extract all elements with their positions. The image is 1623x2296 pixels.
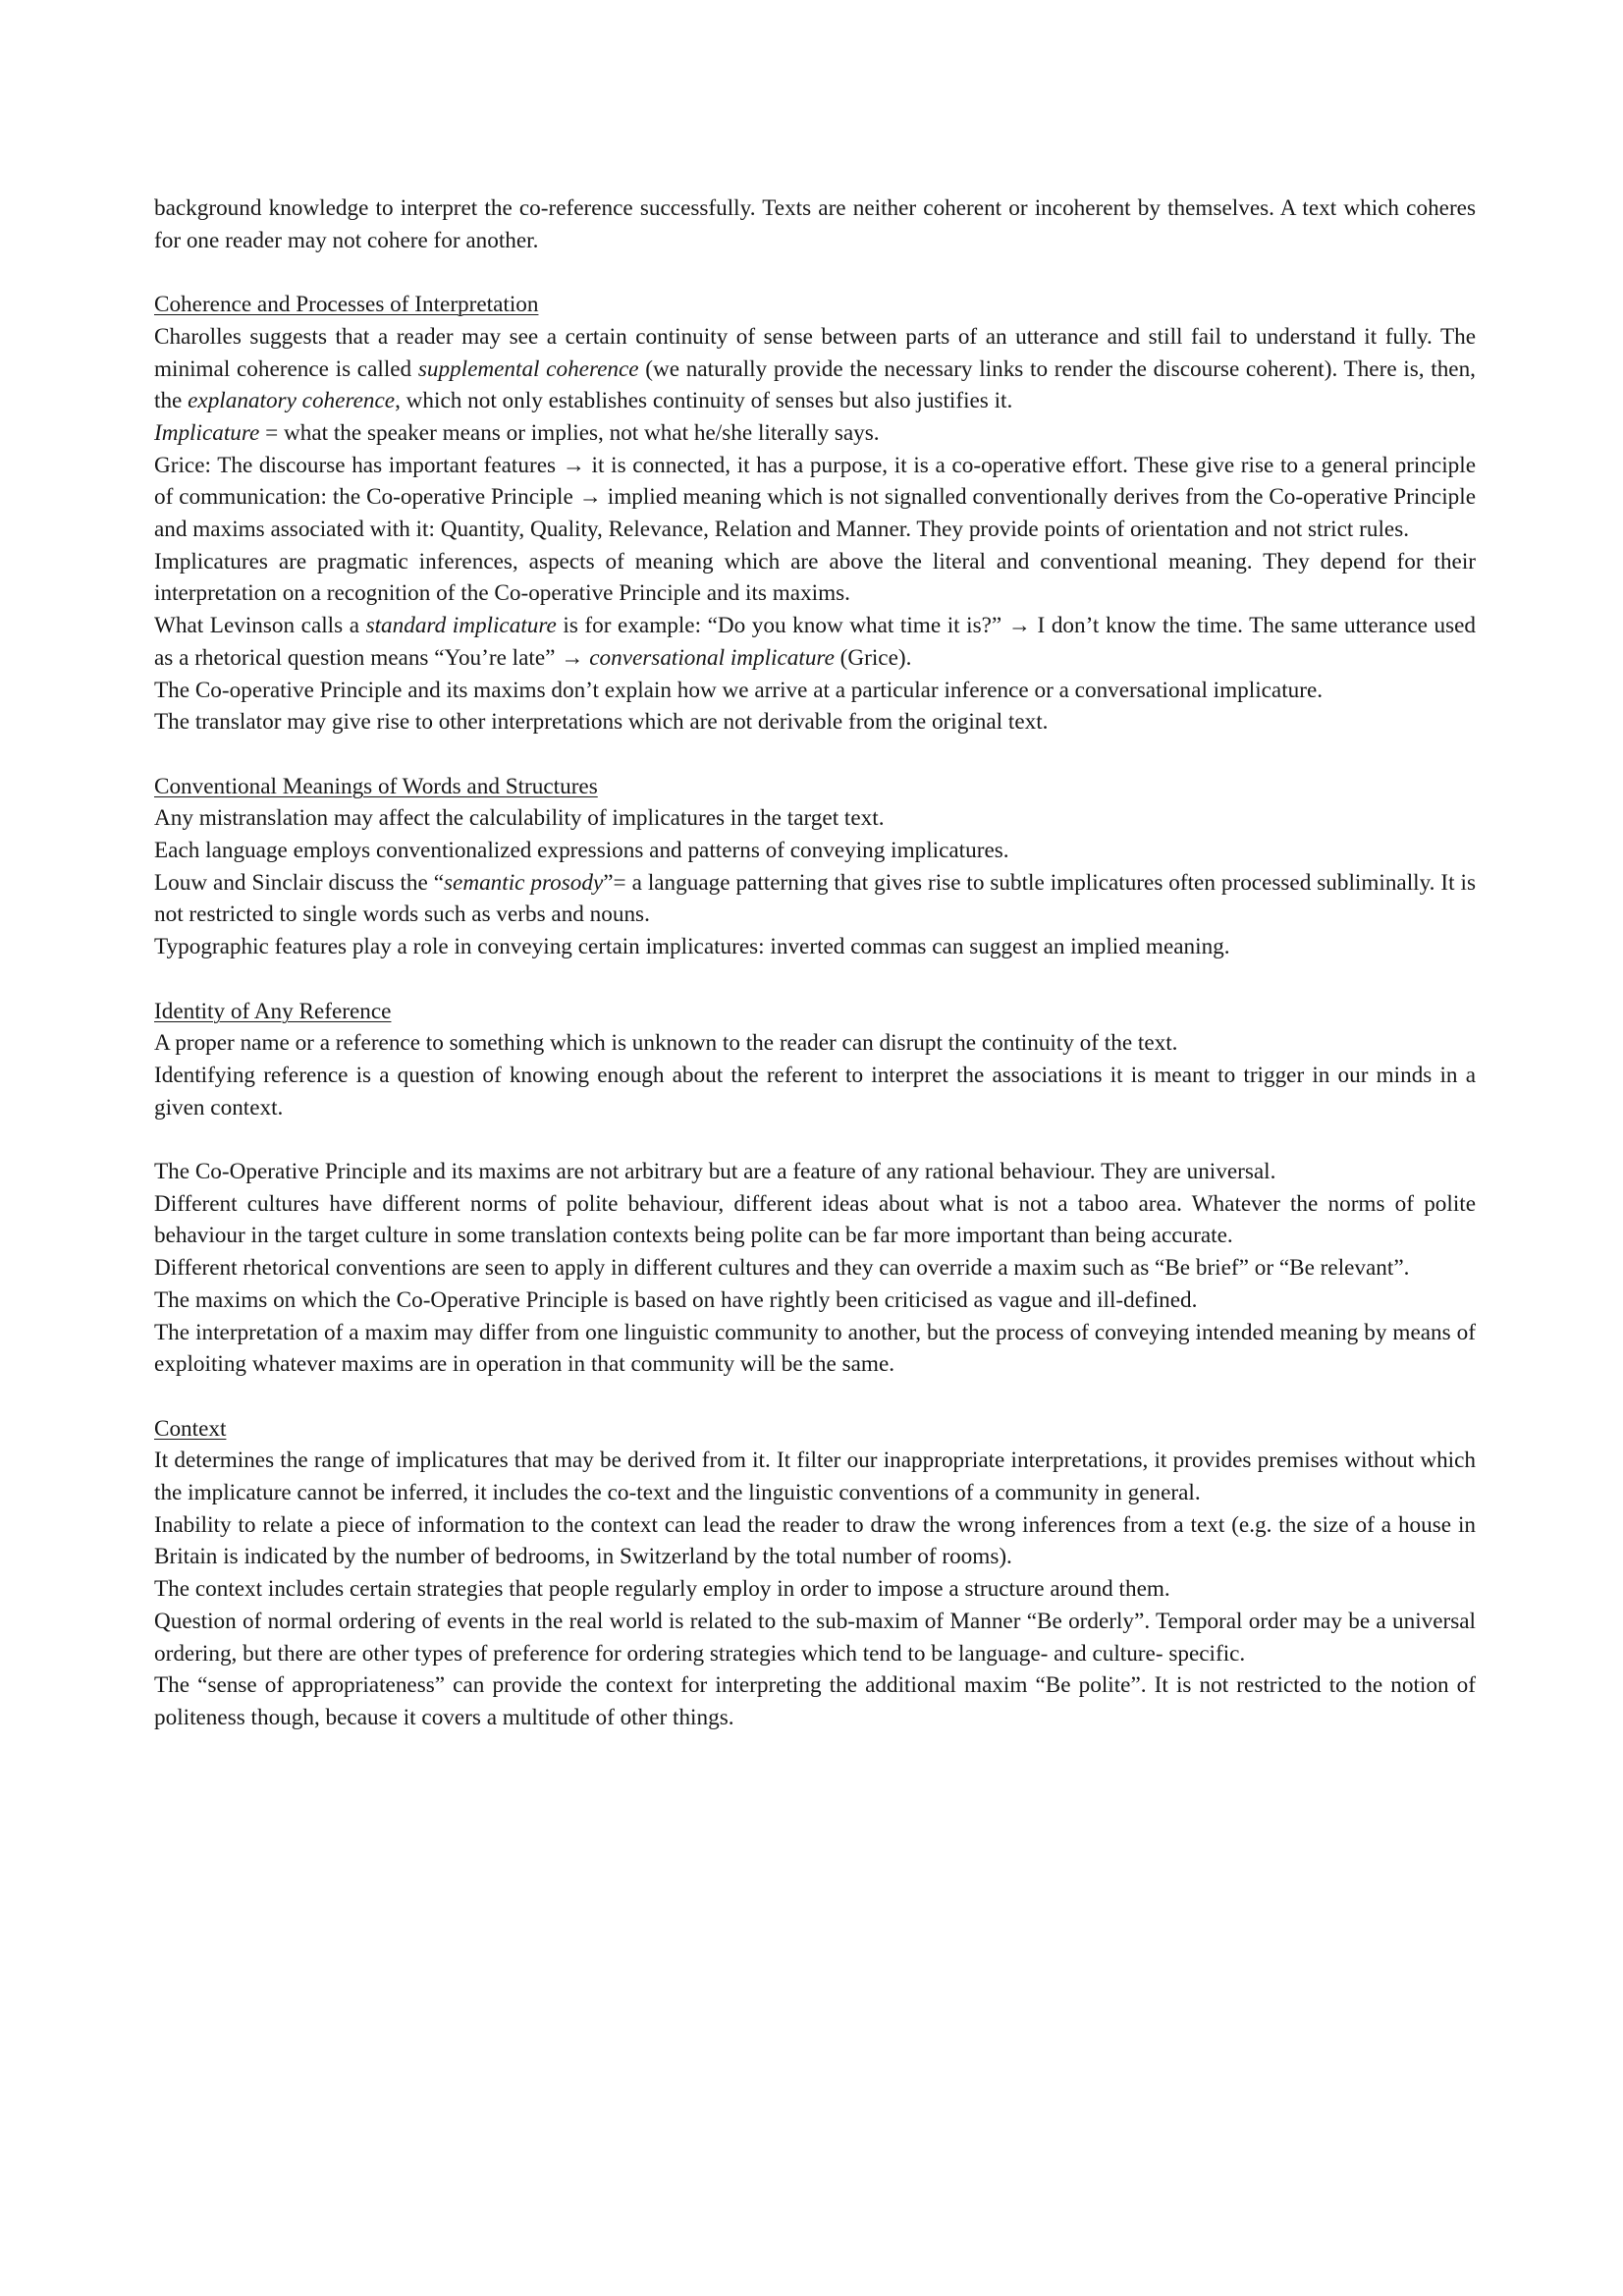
paragraph: Question of normal ordering of events in the real world is related to the sub-maxim of Manner “Be orderly”. Temporal order may be a universal ordering, but there are other types of preference for ordering strategies which tend to be language- and culture- specific.: [154, 1608, 1476, 1667]
intro-paragraph: background knowledge to interpret the co-reference successfully. Texts are neither coherent or incoherent by themselves. A text which coheres for one reader may not cohere for another.: [154, 195, 1476, 253]
term-emphasis: Implicature: [154, 419, 260, 446]
paragraph: Different rhetorical conventions are seen to apply in different cultures and they can override a maxim such as “Be brief” or “Be relevant”.: [154, 1255, 1410, 1282]
paragraph: The Co-operative Principle and its maxims don’t explain how we arrive at a particular inference or a conversational implicature.: [154, 677, 1324, 703]
section-heading: Identity of Any Reference: [154, 998, 392, 1024]
text-run: (Grice).: [834, 644, 912, 671]
text-run: is for example: “Do you know what time it is?” → I don’t know the time. The same utterance used as a rhetorical question means “You’re late” →: [154, 613, 1476, 671]
text-run: = what the speaker means or implies, not what he/she literally says.: [259, 419, 880, 446]
term-emphasis: explanatory coherence: [188, 388, 396, 414]
paragraph: The maxims on which the Co-Operative Principle is based on have rightly been criticised as vague and ill-defined.: [154, 1286, 1198, 1313]
text-run: ”= a language patterning that gives rise to subtle implicatures often processed subliminally. It is not restricted to single words such as verbs and nouns.: [154, 869, 1476, 928]
text-run: What Levinson calls a: [154, 613, 366, 639]
paragraph: Each language employs conventionalized expressions and patterns of conveying implicatures.: [154, 838, 1009, 864]
paragraph: Identifying reference is a question of knowing enough about the referent to interpret the associations it is meant to trigger in our minds in a given context.: [154, 1062, 1476, 1121]
paragraph: [154, 417, 1476, 450]
section-cooperative-principle: [154, 1156, 1476, 1381]
paragraph: Grice: The discourse has important features → it is connected, it has a purpose, it is a co-operative effort. These give rise to a general principle of communication: the Co-operative Principle → implied meaning which is not signalled conventionally derives from the Co-operative Principle and maxims associated with it: Quantity, Quality, Relevance, Relation and Manner. They provide points of orientation and not strict rules.: [154, 452, 1476, 543]
paragraph: The “sense of appropriateness” can provide the context for interpreting the additional maxim “Be polite”. It is not restricted to the notion of politeness though, because it covers a multitude of other things.: [154, 1672, 1476, 1730]
paragraph: Any mistranslation may affect the calculability of implicatures in the target text.: [154, 805, 885, 832]
paragraph: [154, 321, 1476, 417]
term-emphasis: semantic prosody: [444, 869, 604, 896]
text-run: Louw and Sinclair discuss the “: [154, 869, 445, 896]
term-emphasis: conversational implicature: [589, 644, 835, 671]
paragraph: The interpretation of a maxim may differ from one linguistic community to another, but the process of conveying intended meaning by means of exploiting whatever maxims are in operation in that community will be the same.: [154, 1319, 1476, 1378]
section-conventional-meanings: [154, 771, 1476, 963]
paragraph: Implicatures are pragmatic inferences, aspects of meaning which are above the literal and conventional meaning. They depend for their interpretation on a recognition of the Co-operative Principle and its maxims.: [154, 548, 1476, 607]
text-run: , which not only establishes continuity of senses but also justifies it.: [395, 388, 1013, 414]
paragraph: The Co-Operative Principle and its maxims are not arbitrary but are a feature of any rational behaviour. They are universal.: [154, 1159, 1276, 1185]
paragraph: [154, 867, 1476, 931]
section-identity-of-reference: [154, 996, 1476, 1124]
section-heading: Conventional Meanings of Words and Structures: [154, 773, 598, 799]
text-run: (we naturally provide the necessary links to render the discourse coherent). There is, then, the: [154, 355, 1476, 414]
term-emphasis: standard implicature: [365, 613, 557, 639]
paragraph: Different cultures have different norms of polite behaviour, different ideas about what is not a taboo area. Whatever the norms of polite behaviour in the target culture in some translation contexts being polite can be far more important than being accurate.: [154, 1190, 1476, 1249]
section-heading: Context: [154, 1415, 227, 1442]
section-heading: Coherence and Processes of Interpretation: [154, 292, 539, 318]
paragraph: Inability to relate a piece of information to the context can lead the reader to draw the wrong inferences from a text (e.g. the size of a house in Britain is indicated by the number of bedrooms, in Switzerland by the total number of rooms).: [154, 1511, 1476, 1570]
document-page: [154, 192, 1476, 1734]
paragraph: The context includes certain strategies that people regularly employ in order to impose a structure around them.: [154, 1576, 1170, 1603]
paragraph: The translator may give rise to other interpretations which are not derivable from the original text.: [154, 709, 1049, 736]
text-run: Charolles suggests that a reader may see a certain continuity of sense between parts of an utterance and still fail to understand it fully. The minimal coherence is called: [154, 323, 1476, 382]
paragraph: It determines the range of implicatures that may be derived from it. It filter our inappropriate interpretations, it provides premises without which the implicature cannot be inferred, it includes the co-text and the linguistic conventions of a community in general.: [154, 1448, 1476, 1506]
section-context: [154, 1413, 1476, 1734]
paragraph: [154, 610, 1476, 674]
paragraph: A proper name or a reference to something which is unknown to the reader can disrupt the continuity of the text.: [154, 1030, 1178, 1057]
paragraph: Typographic features play a role in conveying certain implicatures: inverted commas can suggest an implied meaning.: [154, 934, 1230, 960]
term-emphasis: supplemental coherence: [417, 355, 639, 382]
section-coherence: [154, 289, 1476, 738]
